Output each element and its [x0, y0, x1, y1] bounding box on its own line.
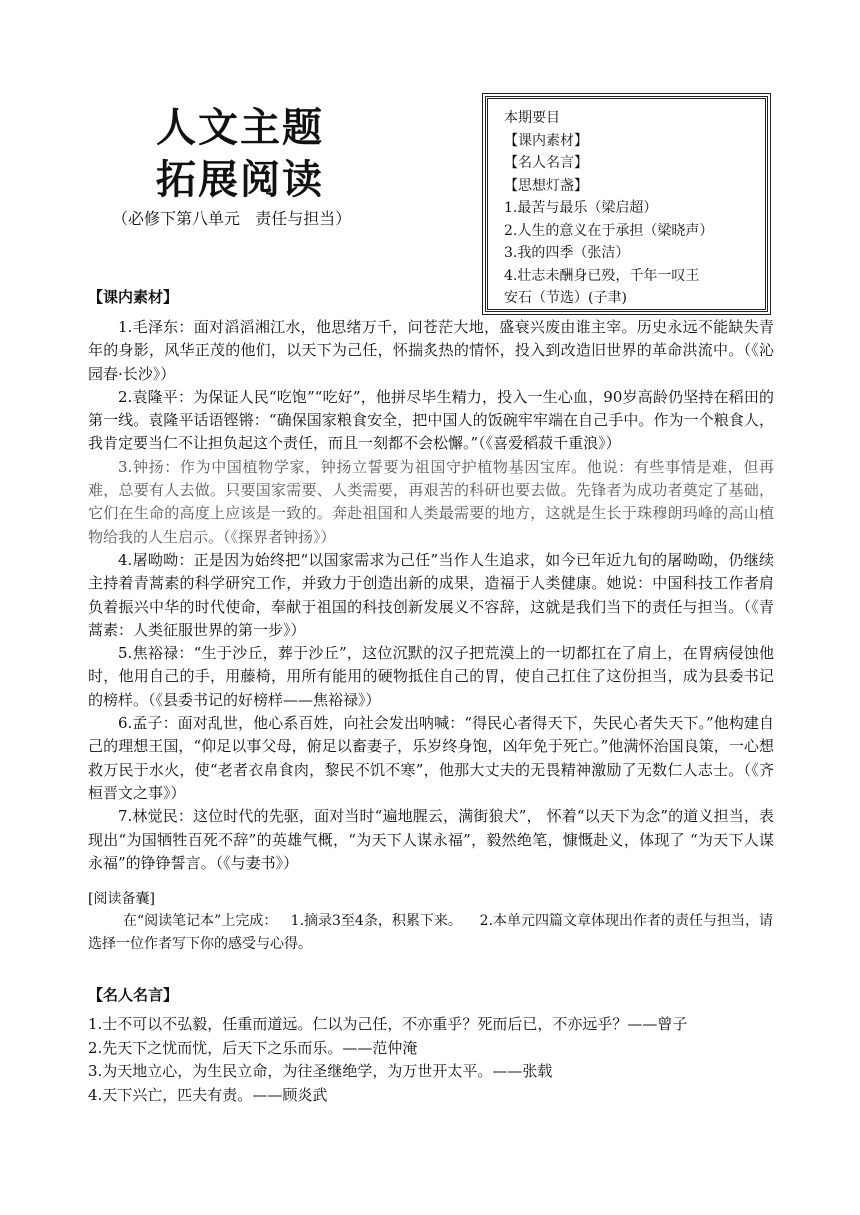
section-heading-materials: 【课内素材】: [88, 288, 179, 306]
toc-item: 安石（节选）(子聿): [504, 290, 627, 306]
quote-item: 3.为天地立心，为生民立命，为往圣继绝学，为万世开太平。——张载: [88, 1062, 553, 1080]
toc-item: 【思想灯盏】: [504, 177, 588, 194]
page-title-line-1: 人文主题: [156, 105, 324, 151]
quote-item: 1.士不可以不弘毅，任重而道远。仁以为己任，不亦重乎？死而后已，不亦远乎？——曾子: [88, 1015, 688, 1033]
quote-item: 4.天下兴亡，匹夫有责。——顾炎武: [88, 1085, 328, 1104]
reading-tips-label: [阅读备囊]: [88, 891, 155, 907]
page-subtitle: （必修下第八单元 责任与担当）: [112, 209, 352, 228]
material-paragraph: 3.钟扬：作为中国植物学家，钟扬立誓要为祖国守护植物基因宝库。他说：有些事情是难，但再难，总要有人去做。只要国家需要、人类需要，再艰苦的科研也要去做。先锋者为成功者奠定了基础，它们在生命的高度上应该是一致的。奔赴祖国和人类最需要的地方，这就是生长于珠穆朗玛峰的高山植物给我的人生启示。（《探界者钟扬》）: [88, 457, 774, 546]
material-paragraph: 1.毛泽东：面对滔滔湘江水，他思绪万千，问苍茫大地，盛衰兴废由谁主宰。历史永远不能缺失青年的身影，风华正茂的他们，以天下为己任，怀揣炙热的情怀，投入到改造旧世界的革命洪流中。（《沁园春·长沙》）: [88, 318, 774, 383]
toc-item: 1.最苦与最乐（梁启超）: [504, 200, 658, 216]
toc-heading: 本期要目: [504, 110, 560, 126]
toc-item: 3.我的四季（张洁）: [504, 245, 630, 261]
material-paragraph: 7.林觉民：这位时代的先驱，面对当时“遍地腥云，满街狼犬”， 怀着“以天下为念”的道义担当，表现出“为国牺牲百死不辞”的英雄气概，“为天下人谋永福”，毅然绝笔，慷慨赴义，体现了 “为天下人谋永福”的铮铮誓言。（《与妻书》）: [88, 807, 774, 872]
reading-tips-text: 在“阅读笔记本”上完成： 1.摘录3至4条，积累下来。 2.本单元四篇文章体现出作者的责任与担当，请选择一位作者写下你的感受与心得。: [88, 913, 773, 952]
quote-item: 2.先天下之忧而忧，后天下之乐而乐。——范仲淹: [88, 1038, 418, 1057]
material-paragraph: 5.焦裕禄：“生于沙丘，葬于沙丘”，这位沉默的汉子把荒漠上的一切都扛在了肩上，在胃病侵蚀他时，他用自己的手，用藤椅，用所有能用的硬物抵住自己的胃，使自己扛住了这份担当，成为县委书记的榜样。（《县委书记的好榜样——焦裕禄》）: [88, 644, 774, 709]
material-paragraph: 2.袁隆平：为保证人民“吃饱”“吃好”，他拼尽毕生精力，投入一生心血，90岁高龄仍坚持在稻田的第一线。袁隆平话语铿锵：“确保国家粮食安全，把中国人的饭碗牢牢端在自己手中。作为一个粮食人，我肯定要当仁不让担负起这个责任，而且一刻都不会松懈。”（《喜爱稻菽千重浪》）: [88, 387, 774, 453]
toc-item: 4.壮志未酬身已殁，千年一叹王: [504, 267, 700, 284]
toc-item: 【课内素材】: [504, 132, 588, 149]
toc-item: 【名人名言】: [504, 155, 588, 171]
section-heading-quotes: 【名人名言】: [88, 986, 179, 1004]
page-title-line-2: 拓展阅读: [156, 157, 324, 203]
material-paragraph: 6.孟子：面对乱世，他心系百姓，向社会发出呐喊：“得民心者得天下，失民心者失天下。”他构建自己的理想王国，“仰足以事父母，俯足以畜妻子，乐岁终身饱，凶年免于死亡。”他满怀治国良策，一心想救万民于水火，使“老者衣帛食肉，黎民不饥不寒”，他那大丈夫的无畏精神激励了无数仁人志士。（《齐桓晋文之事》）: [88, 714, 774, 802]
table-of-contents-box: [485, 96, 768, 312]
material-paragraph: 4.屠呦呦：正是因为始终把“以国家需求为己任”当作人生追求，如今已年近九旬的屠呦呦，仍继续主持着青蒿素的科学研究工作，并致力于创造出新的成果，造福于人类健康。她说：中国科技工作者肩负着振兴中华的时代使命，奉献于祖国的科技创新发展义不容辞，这就是我们当下的责任与担当。（《青蒿素：人类征服世界的第一步》）: [88, 550, 774, 639]
quotes-list: [88, 1013, 778, 1107]
materials-section: [88, 316, 774, 875]
toc-item: 2.人生的意义在于承担（梁晓声）: [504, 222, 714, 239]
